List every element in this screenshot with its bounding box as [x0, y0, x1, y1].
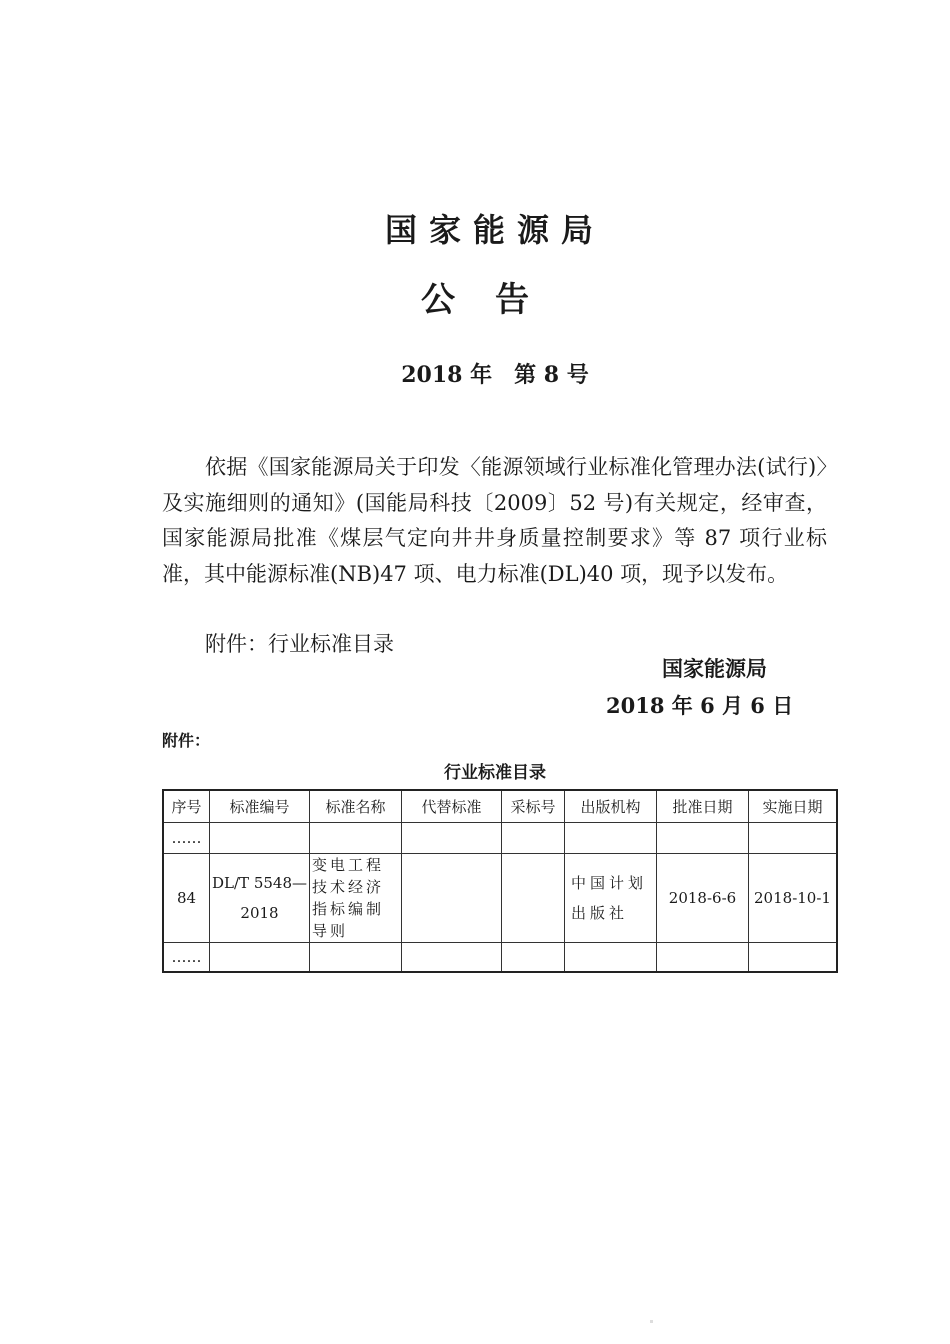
table-cell: ……: [163, 823, 210, 854]
table-cell: [749, 823, 838, 854]
table-cell: [502, 943, 565, 973]
table-cell: DL/T 5548—2018: [210, 854, 310, 943]
col-header: 采标号: [502, 790, 565, 823]
table-row: [163, 943, 837, 973]
table-cell: [210, 943, 310, 973]
table-cell: [565, 943, 657, 973]
table-cell: [657, 943, 749, 973]
table-cell: 2018-6-6: [657, 854, 749, 943]
col-header: 批准日期: [657, 790, 749, 823]
attachment-label: 附件：: [162, 731, 211, 750]
col-header: 出版机构: [565, 790, 657, 823]
table-cell: [565, 823, 657, 854]
issue-date: 2018 年 6 月 6 日: [606, 693, 794, 718]
table-cell: [502, 823, 565, 854]
table-cell: [402, 823, 502, 854]
table-cell: 2018-10-1: [749, 854, 838, 943]
table-cell: [402, 854, 502, 943]
table-cell: [657, 823, 749, 854]
table-cell: [310, 823, 402, 854]
table-cell: [502, 854, 565, 943]
table-cell: ……: [163, 943, 210, 973]
table-cell: 中国计划出版社: [565, 854, 657, 943]
announcement-paragraph: 依据《国家能源局关于印发〈能源领域行业标准化管理办法(试行)〉及实施细则的通知》(国能局科技〔2009〕52 号)有关规定，经审查，国家能源局批准《煤层气定向井井身质量控制要求》等 87 项行业标准，其中能源标准(NB)47 项、电力标准(DL)40 项，现予以发布。: [162, 455, 827, 586]
table-cell: [402, 943, 502, 973]
table-row: [163, 854, 837, 943]
table-cell: [210, 823, 310, 854]
col-header: 代替标准: [402, 790, 502, 823]
col-header: 标准名称: [310, 790, 402, 823]
table-cell: 变电工程技术经济指标编制导则: [310, 854, 402, 943]
doc-type-title: 公告: [421, 280, 569, 320]
table-cell: 84: [163, 854, 210, 943]
table-title: 行业标准目录: [444, 763, 546, 783]
doc-number: 2018 年 第 8 号: [401, 362, 589, 388]
issuer-signature: 国家能源局: [662, 657, 767, 681]
table-row: [163, 823, 837, 854]
col-header: 实施日期: [749, 790, 838, 823]
col-header: 标准编号: [210, 790, 310, 823]
table-header-row: [163, 790, 837, 823]
agency-title: 国家能源局: [384, 211, 605, 249]
attachment-note: 附件：行业标准目录: [205, 632, 394, 656]
table-cell: [749, 943, 838, 973]
standards-table: [162, 789, 838, 973]
col-header: 序号: [163, 790, 210, 823]
scan-speck: [650, 1320, 653, 1323]
announcement-body: [162, 450, 827, 592]
table-cell: [310, 943, 402, 973]
